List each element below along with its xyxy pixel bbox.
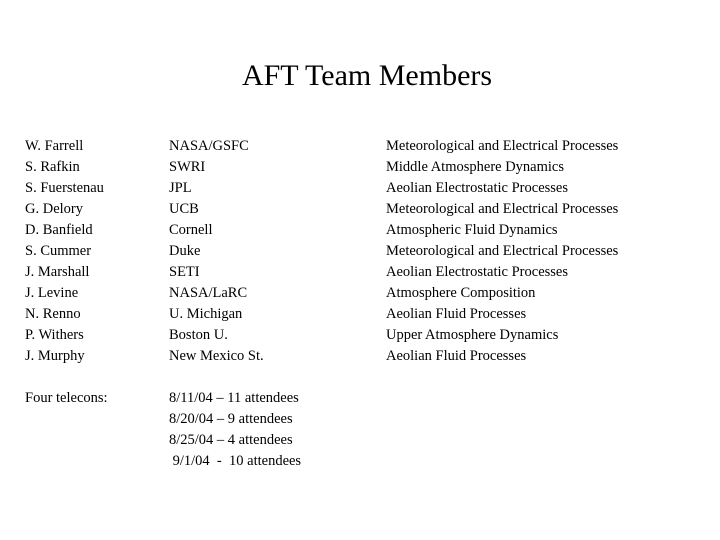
member-institution: NASA/LaRC: [169, 285, 248, 301]
slide-title: AFT Team Members: [241, 59, 493, 92]
member-names-column: [25, 136, 104, 367]
member-institution: SWRI: [169, 159, 206, 175]
telecon-entry: 9/1/04 - 10 attendees: [169, 453, 302, 469]
member-name: P. Withers: [25, 327, 84, 343]
member-area: Upper Atmosphere Dynamics: [386, 327, 559, 343]
member-institution: U. Michigan: [169, 306, 243, 322]
member-name: N. Renno: [25, 306, 81, 322]
member-institution: Cornell: [169, 222, 213, 238]
member-area: Atmosphere Composition: [386, 285, 536, 301]
telecons-list: [169, 388, 301, 472]
member-area: Middle Atmosphere Dynamics: [386, 159, 565, 175]
member-name: S. Cummer: [25, 243, 92, 259]
member-area: Atmospheric Fluid Dynamics: [386, 222, 558, 238]
member-area: Aeolian Fluid Processes: [386, 306, 527, 322]
member-institution: SETI: [169, 264, 200, 280]
member-areas-column: [386, 136, 618, 367]
member-institution: New Mexico St.: [169, 348, 264, 364]
member-name: G. Delory: [25, 201, 83, 217]
member-institutions-column: [169, 136, 264, 367]
member-name: J. Marshall: [25, 264, 90, 280]
member-institution: UCB: [169, 201, 199, 217]
member-institution: NASA/GSFC: [169, 138, 249, 154]
member-name: J. Levine: [25, 285, 79, 301]
member-name: J. Murphy: [25, 348, 85, 364]
telecons-label: Four telecons:: [25, 390, 108, 406]
member-institution: Duke: [169, 243, 201, 259]
member-name: S. Fuerstenau: [25, 180, 104, 196]
member-area: Aeolian Electrostatic Processes: [386, 264, 568, 280]
telecon-entry: 8/20/04 – 9 attendees: [169, 411, 293, 427]
member-name: W. Farrell: [25, 138, 84, 154]
member-area: Meteorological and Electrical Processes: [386, 201, 619, 217]
member-name: D. Banfield: [25, 222, 93, 238]
member-institution: JPL: [169, 180, 192, 196]
member-area: Aeolian Electrostatic Processes: [386, 180, 568, 196]
member-area: Aeolian Fluid Processes: [386, 348, 527, 364]
telecon-entry: 8/25/04 – 4 attendees: [169, 432, 293, 448]
telecon-entry: 8/11/04 – 11 attendees: [169, 390, 299, 406]
member-name: S. Rafkin: [25, 159, 80, 175]
member-institution: Boston U.: [169, 327, 228, 343]
member-area: Meteorological and Electrical Processes: [386, 138, 619, 154]
member-area: Meteorological and Electrical Processes: [386, 243, 619, 259]
